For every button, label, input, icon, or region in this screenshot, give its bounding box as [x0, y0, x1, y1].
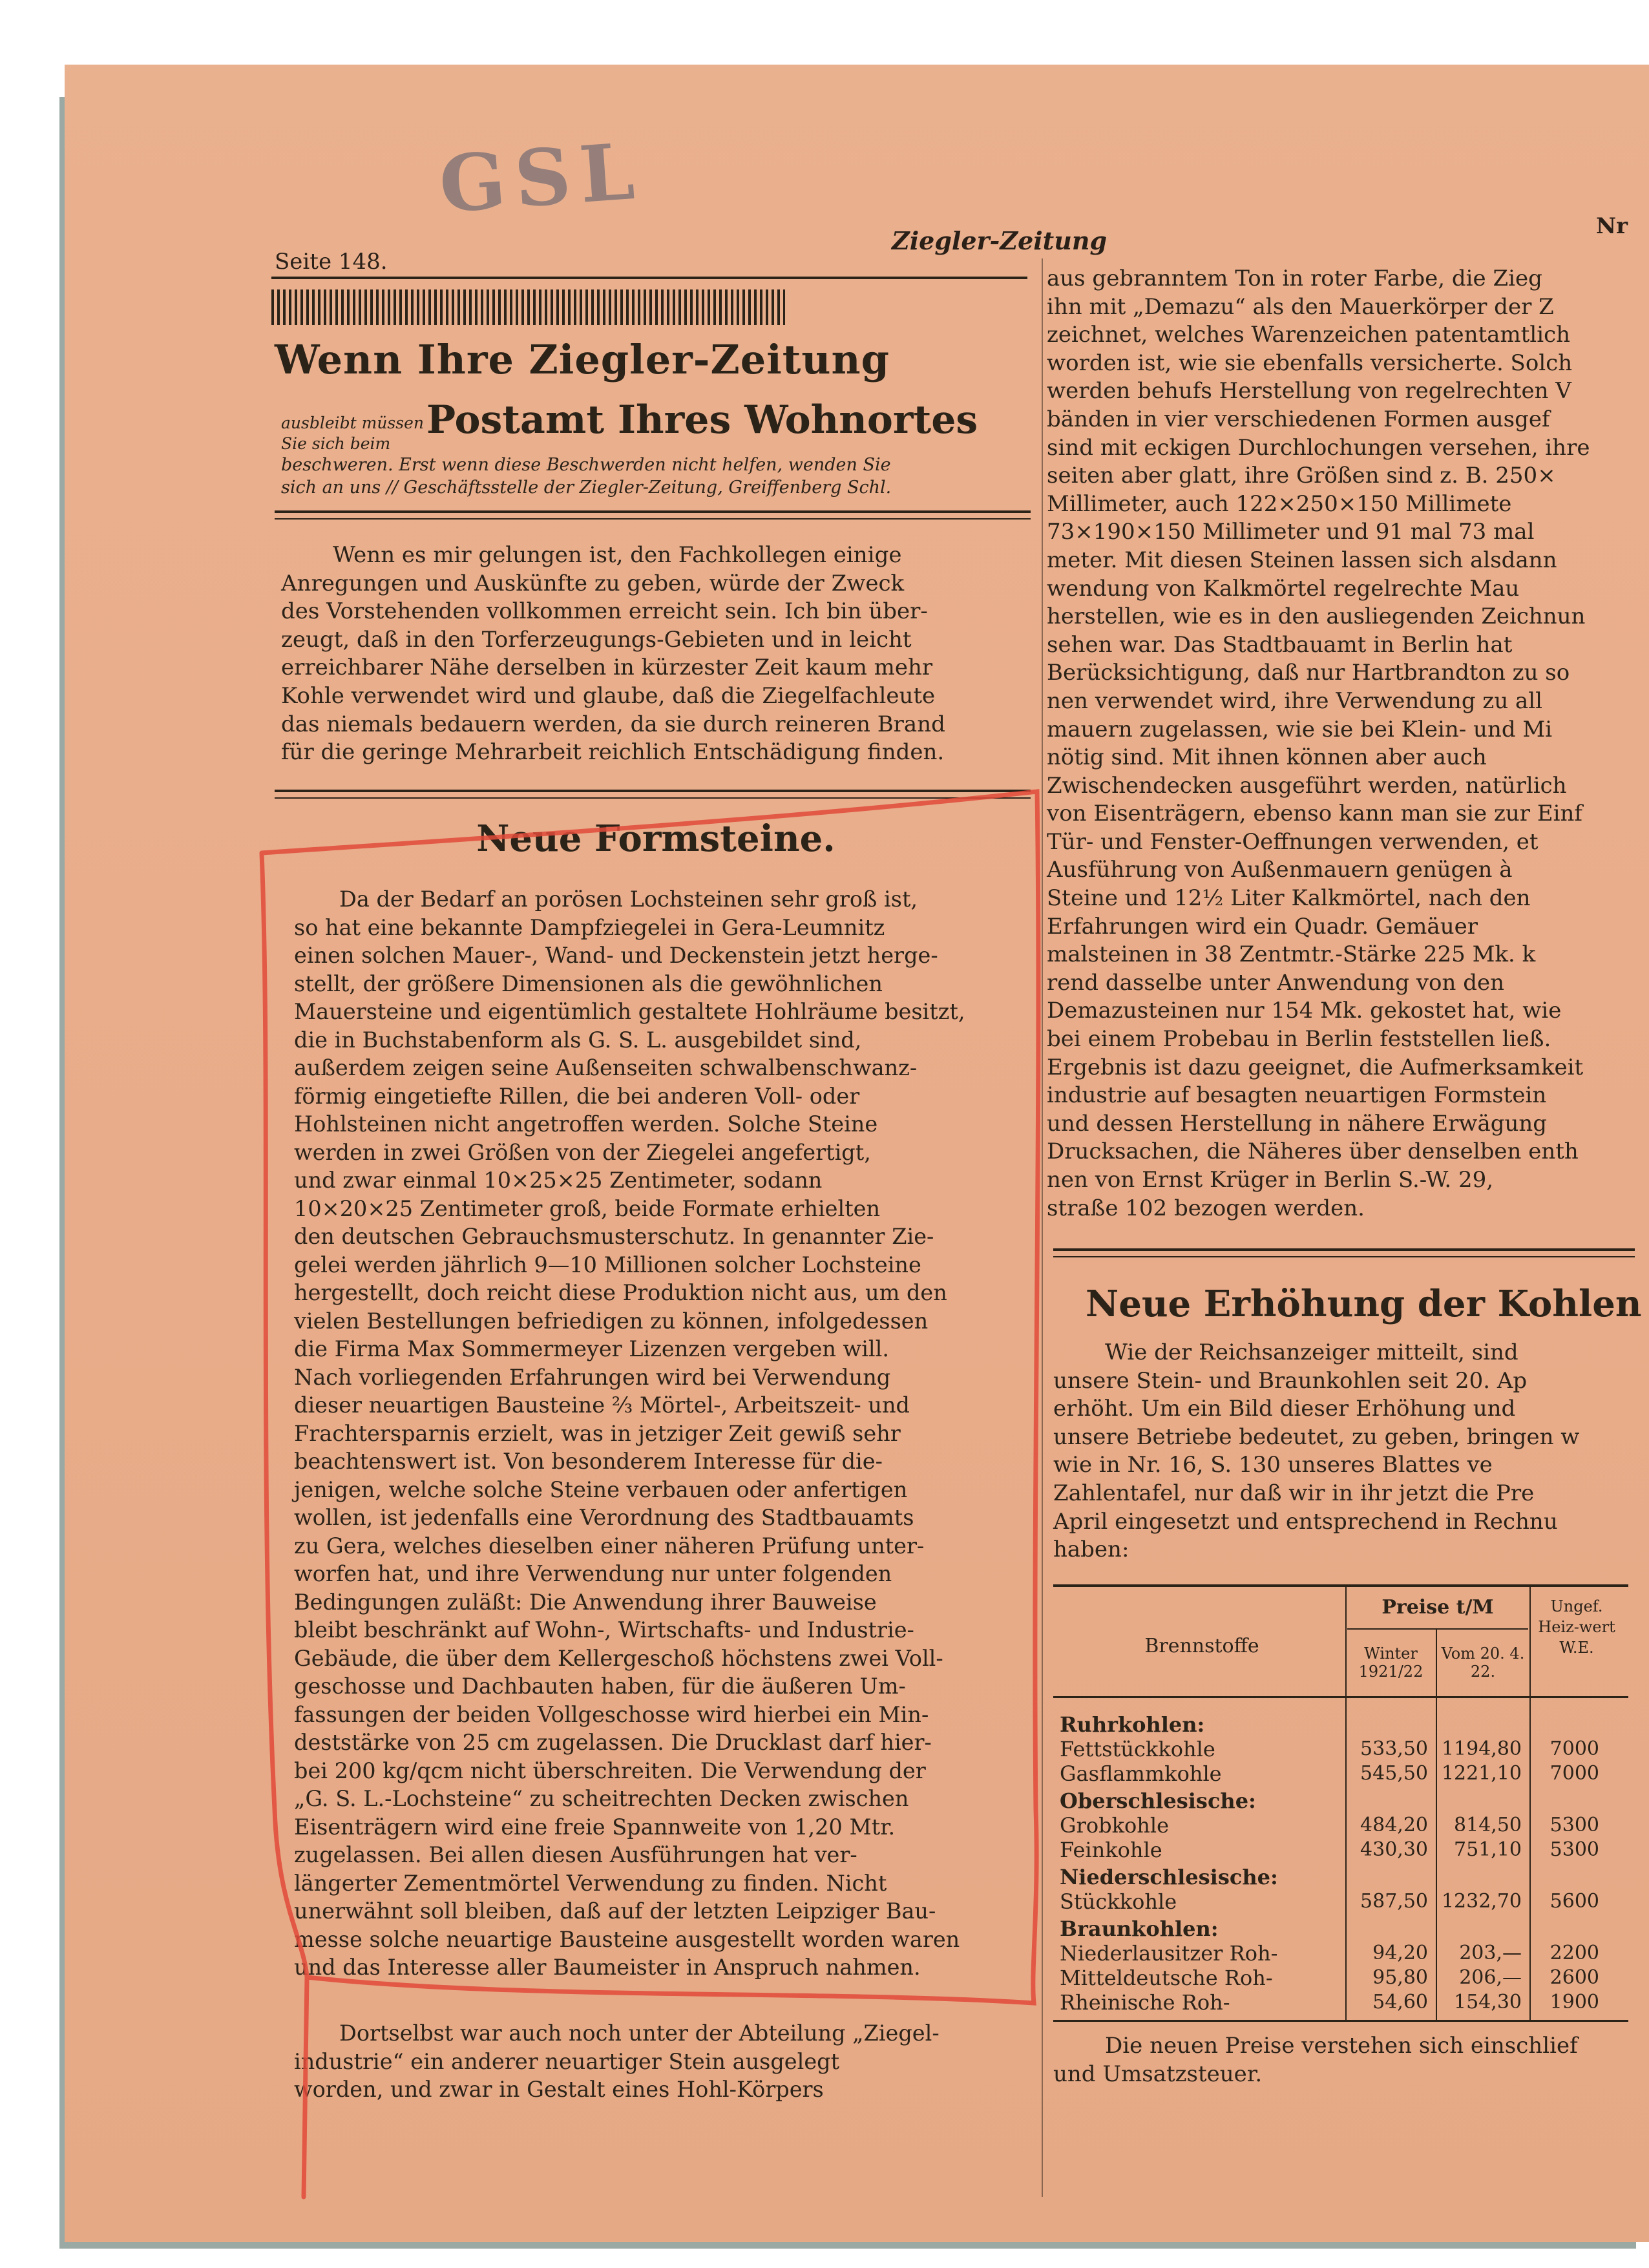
body-line: Berücksichtigung, daß nur Hartbrandton zu so [1047, 660, 1570, 686]
article-title-neue-formsteine: Neue Formsteine. [476, 817, 835, 860]
table-cell-vom: 203,— [1459, 1942, 1522, 1964]
table-cell-heat: 7000 [1549, 1762, 1599, 1785]
body-line: bänden in vier verschiedenen Formen ausgef [1047, 406, 1550, 432]
table-row-name: Fettstückkohle [1060, 1737, 1215, 1761]
table-cell-winter: 484,20 [1360, 1814, 1428, 1836]
body-line: Da der Bedarf an porösen Lochsteinen sehr groß ist, [339, 887, 918, 912]
body-line: die in Buchstabenform als G. S. L. ausgebildet sind, [294, 1027, 862, 1053]
body-line: worden, und zwar in Gestalt eines Hohl-Körpers [294, 2077, 824, 2102]
body-line: industrie“ ein anderer neuartiger Stein ausgelegt [294, 2048, 840, 2074]
body-line: Zahlentafel, nur daß wir in ihr jetzt die Pre [1053, 1480, 1535, 1506]
body-line: längerter Zementmörtel Verwendung zu finden. Nicht [294, 1870, 887, 1896]
body-line: hergestellt, doch reicht diese Produktion nicht aus, um den [294, 1280, 947, 1305]
body-line: erhöht. Um ein Bild dieser Erhöhung und [1053, 1396, 1516, 1422]
body-line: Bedingungen zuläßt: Die Anwendung ihrer Bauweise [294, 1589, 877, 1615]
intro-line: das niemals bedauern werden, da sie durch reineren Brand [281, 711, 945, 737]
body-line: worfen hat, und ihre Verwendung nur unter folgenden [294, 1561, 892, 1586]
body-line: bei 200 kg/qcm nicht überschreiten. Die Verwendung der [294, 1758, 926, 1783]
body-line: nötig sind. Mit ihnen können aber auch [1047, 744, 1487, 771]
table-group-label: Oberschlesische: [1060, 1789, 1256, 1813]
table-group-label: Niederschlesische: [1060, 1865, 1278, 1889]
body-line: Wie der Reichsanzeiger mitteilt, sind [1105, 1339, 1518, 1365]
table-header-rule [1053, 1696, 1628, 1698]
body-line: Erfahrungen wird ein Quadr. Gemäuer [1047, 913, 1478, 940]
table-cell-winter: 533,50 [1360, 1738, 1428, 1760]
body-line: 10×20×25 Zentimeter groß, beide Formate erhielten [294, 1195, 881, 1221]
body-line: Mauersteine und eigentümlich gestaltete Hohlräume besitzt, [294, 999, 965, 1024]
body-line: worden ist, wie sie ebenfalls versicherte. Solch [1047, 350, 1573, 376]
body-line: Dortselbst war auch noch unter der Abteilung „Ziegel- [339, 2021, 940, 2046]
table-cell-heat: 2600 [1549, 1966, 1599, 1989]
body-line: Ausführung von Außenmauern genügen à [1047, 857, 1513, 883]
body-line: Gebäude, die über dem Kellergeschoß höchstens zwei Voll- [294, 1645, 943, 1671]
table-row-name: Niederlausitzer Roh- [1060, 1941, 1278, 1966]
body-line: bleibt beschränkt auf Wohn-, Wirtschafts- und Industrie- [294, 1617, 914, 1643]
table-bottom-rule [1053, 2020, 1628, 2022]
body-line: und das Interesse aller Baumeister in Anspruch nahmen. [294, 1955, 921, 1980]
body-line: nen von Ernst Krüger in Berlin S.-W. 29, [1047, 1167, 1494, 1193]
table-row-name: Stückkohle [1060, 1889, 1177, 1914]
body-line: fassungen der beiden Vollgeschosse wird hierbei ein Min- [294, 1701, 929, 1727]
article-demazu-body [1047, 265, 1628, 1223]
body-line: haben: [1053, 1537, 1129, 1563]
body-line: stellt, der größere Dimensionen als die gewöhnlichen [294, 971, 883, 996]
body-line: unerwähnt soll bleiben, daß auf der letzten Leipziger Bau- [294, 1898, 936, 1924]
body-line: gelei werden jährlich 9—10 Millionen solcher Lochsteine [294, 1252, 921, 1277]
intro-line: erreichbarer Nähe derselben in kürzester Zeit kaum mehr [281, 655, 933, 681]
advert-line-2: beschweren. Erst wenn diese Beschwerden nicht helfen, wenden Sie [281, 455, 891, 475]
body-line: einen solchen Mauer-, Wand- und Deckenstein jetzt herge- [294, 943, 938, 968]
intro-line: zeugt, daß in den Torferzeugungs-Gebieten und in leicht [281, 626, 912, 653]
table-cell-heat: 1900 [1549, 1991, 1599, 2013]
table-cell-heat: 7000 [1549, 1738, 1599, 1760]
intro-line: Anregungen und Auskünfte zu geben, würde der Zweck [281, 570, 905, 596]
table-row-name: Gasflammkohle [1060, 1761, 1222, 1786]
right-section-rule-2 [1053, 1256, 1635, 1257]
advert-small-2: Sie sich beim [281, 434, 391, 453]
table-cell-vom: 751,10 [1454, 1838, 1522, 1861]
table-row-name: Rheinische Roh- [1060, 1990, 1230, 2015]
table-header-fuel: Brennstoffe [1144, 1635, 1259, 1657]
body-line: die Firma Max Sommermeyer Lizenzen vergeben will. [294, 1336, 890, 1361]
table-prices-subrule [1347, 1628, 1528, 1630]
advert-line-3: sich an uns // Geschäftsstelle der Ziegler-Zeitung, Greiffenberg Schl. [281, 478, 892, 498]
body-line: geschosse und Dachbauten haben, für die äußeren Um- [294, 1674, 906, 1699]
body-line: zu Gera, welches dieselben einer näheren Prüfung unter- [294, 1533, 925, 1559]
body-line: malsteinen in 38 Zentmtr.-Stärke 225 Mk. k [1047, 941, 1536, 968]
table-row-name: Grobkohle [1060, 1813, 1170, 1838]
table-header-winter: Winter 1921/22 [1358, 1644, 1423, 1681]
table-group-label: Ruhrkohlen: [1060, 1712, 1205, 1737]
body-line: vielen Bestellungen befriedigen zu können, infolgedessen [294, 1308, 929, 1334]
table-cell-heat: 5300 [1549, 1814, 1599, 1836]
body-line: außerdem zeigen seine Außenseiten schwalbenschwanz- [294, 1055, 918, 1080]
table-cell-winter: 545,50 [1360, 1762, 1428, 1785]
body-line: unsere Stein- und Braunkohlen seit 20. Ap [1053, 1367, 1528, 1394]
body-line: Drucksachen, die Näheres über denselben enth [1047, 1139, 1579, 1165]
table-group-label: Braunkohlen: [1060, 1916, 1219, 1941]
body-line: mauern zugelassen, wie sie bei Klein- und Mi [1047, 716, 1553, 742]
body-line: den deutschen Gebrauchsmusterschutz. In genannter Zie- [294, 1224, 934, 1249]
body-line: beachtenswert ist. Von besonderem Interesse für die- [294, 1449, 883, 1474]
table-vline-3 [1529, 1587, 1531, 2020]
body-line: Millimeter, auch 122×250×150 Millimete [1047, 490, 1512, 517]
body-line: meter. Mit diesen Steinen lassen sich alsdann [1047, 547, 1557, 573]
intro-line: für die geringe Mehrarbeit reichlich Entschädigung finden. [281, 739, 945, 766]
body-line: wie in Nr. 16, S. 130 unseres Blattes ve [1053, 1452, 1493, 1478]
table-cell-vom: 1194,80 [1441, 1738, 1522, 1760]
body-line: Nach vorliegenden Erfahrungen wird bei Verwendung [294, 1364, 891, 1390]
body-line: Frachtersparnis erzielt, was in jetziger Zeit gewiß sehr [294, 1420, 901, 1446]
body-line: Eisenträgern wird eine freie Spannweite von 1,20 Mtr. [294, 1814, 896, 1840]
table-cell-winter: 95,80 [1372, 1966, 1428, 1989]
advert-small-1: ausbleibt müssen [281, 414, 424, 432]
header-right-fragment: Nr [1596, 213, 1628, 239]
table-cell-vom: 206,— [1459, 1966, 1522, 1989]
body-line: und Umsatzsteuer. [1053, 2061, 1263, 2087]
table-row-name: Mitteldeutsche Roh- [1060, 1966, 1273, 1990]
table-vline-1 [1345, 1587, 1347, 2020]
table-cell-winter: 430,30 [1360, 1838, 1428, 1861]
body-line: messe solche neuartige Bausteine ausgestellt worden waren [294, 1926, 960, 1952]
column-divider [1042, 258, 1043, 2197]
body-line: und zwar einmal 10×25×25 Zentimeter, sodann [294, 1168, 823, 1193]
body-line: von Eisenträgern, ebenso kann man sie zur Einf [1047, 801, 1582, 827]
body-line: rend dasselbe unter Anwendung von den [1047, 969, 1504, 996]
body-line: so hat eine bekannte Dampfziegelei in Gera-Leumnitz [294, 914, 885, 940]
body-line: „G. S. L.-Lochsteine“ zu scheitrechten Decken zwischen [294, 1786, 909, 1811]
body-line: wollen, ist jedenfalls eine Verordnung des Stadtbauamts [294, 1505, 914, 1530]
body-line: aus gebranntem Ton in roter Farbe, die Zieg [1047, 266, 1542, 291]
body-line: zugelassen. Bei allen diesen Ausführungen hat ver- [294, 1842, 857, 1867]
handwritten-stamp: GSL [436, 125, 647, 231]
body-line: straße 102 bezogen werden. [1047, 1195, 1365, 1221]
paper-name: Ziegler-Zeitung [892, 226, 1108, 255]
body-line: jenigen, welche solche Steine verbauen oder anfertigen [294, 1476, 908, 1502]
table-cell-winter: 54,60 [1372, 1991, 1428, 2013]
table-vline-2 [1436, 1630, 1437, 2020]
page-number: Seite 148. [275, 249, 388, 275]
body-line: bei einem Probebau in Berlin feststellen ließ. [1047, 1026, 1551, 1053]
advert-title: Wenn Ihre Ziegler-Zeitung [275, 336, 890, 383]
right-section-rule-1 [1053, 1248, 1635, 1251]
body-line: Ergebnis ist dazu geeignet, die Aufmerksamkeit [1047, 1054, 1584, 1080]
article-title-kohlen: Neue Erhöhung der Kohlen [1086, 1283, 1642, 1325]
intro-line: Wenn es mir gelungen ist, den Fachkollegen einige [333, 542, 902, 568]
body-line: wendung von Kalkmörtel regelrechte Mau [1047, 575, 1520, 602]
body-line: seiten aber glatt, ihre Größen sind z. B. 250× [1047, 463, 1556, 489]
table-cell-vom: 814,50 [1454, 1814, 1522, 1836]
table-cell-vom: 1232,70 [1441, 1890, 1522, 1913]
body-line: sehen war. Das Stadtbauamt in Berlin hat [1047, 631, 1513, 658]
body-line: dieser neuartigen Bausteine ⅔ Mörtel-, Arbeitszeit- und [294, 1392, 910, 1418]
body-line: Die neuen Preise verstehen sich einschlief [1105, 2033, 1578, 2059]
body-line: werden in zwei Größen von der Ziegelei angefertigt, [294, 1139, 871, 1165]
body-line: Zwischendecken ausgeführt werden, natürlich [1047, 772, 1567, 799]
body-line: April eingesetzt und entsprechend in Rechnu [1053, 1508, 1558, 1535]
table-cell-heat: 2200 [1549, 1942, 1599, 1964]
body-line: ihn mit „Demazu“ als den Mauerkörper der Z [1047, 293, 1554, 320]
body-line: förmig eingetiefte Rillen, die bei anderen Voll- oder [294, 1083, 860, 1109]
body-line: nen verwendet wird, ihre Verwendung zu all [1047, 688, 1543, 714]
body-line: unsere Betriebe bedeutet, zu geben, bringen w [1053, 1423, 1580, 1450]
body-line: industrie auf besagten neuartigen Formstein [1047, 1082, 1547, 1109]
table-cell-winter: 94,20 [1372, 1942, 1428, 1964]
advert-place: Postamt Ihres Wohnortes [426, 397, 978, 443]
body-line: herstellen, wie es in den ausliegenden Zeichnun [1047, 604, 1586, 630]
article-kohlen-body [1053, 1339, 1628, 1564]
table-cell-vom: 154,30 [1454, 1991, 1522, 2013]
body-line: sind mit eckigen Durchlochungen versehen, ihre [1047, 434, 1590, 461]
body-line: deststärke von 25 cm zugelassen. Die Drucklast darf hier- [294, 1730, 932, 1755]
body-line: Demazusteinen nur 154 Mk. gekostet hat, wie [1047, 998, 1562, 1024]
body-line: zeichnet, welches Warenzeichen patentamtlich [1047, 322, 1571, 348]
article-kohlen-footer [1053, 2032, 1628, 2088]
table-cell-winter: 587,50 [1360, 1890, 1428, 1913]
table-top-rule [1053, 1584, 1628, 1587]
body-line: und dessen Herstellung in nähere Erwägung [1047, 1110, 1548, 1137]
intro-line: des Vorstehenden vollkommen erreicht sein. Ich bin über- [281, 598, 928, 625]
table-header-vom: Vom 20. 4. 22. [1441, 1644, 1525, 1681]
body-line: Tür- und Fenster-Oeffnungen verwenden, et [1047, 828, 1539, 855]
body-line: 73×190×150 Millimeter und 91 mal 73 mal [1047, 519, 1535, 545]
table-cell-heat: 5600 [1549, 1890, 1599, 1913]
table-row-name: Feinkohle [1060, 1838, 1162, 1862]
table-cell-heat: 5300 [1549, 1838, 1599, 1861]
intro-line: Kohle verwendet wird und glaube, daß die Ziegelfachleute [281, 682, 936, 709]
body-line: Steine und 12½ Liter Kalkmörtel, nach den [1047, 885, 1531, 912]
body-line: werden behufs Herstellung von regelrechten V [1047, 378, 1571, 404]
table-header-heat: Ungef. Heiz-wert W.E. [1538, 1597, 1615, 1657]
table-header-prices: Preise t/M [1381, 1596, 1494, 1619]
table-cell-vom: 1221,10 [1441, 1762, 1522, 1785]
body-line: Hohlsteinen nicht angetroffen werden. Solche Steine [294, 1111, 878, 1137]
